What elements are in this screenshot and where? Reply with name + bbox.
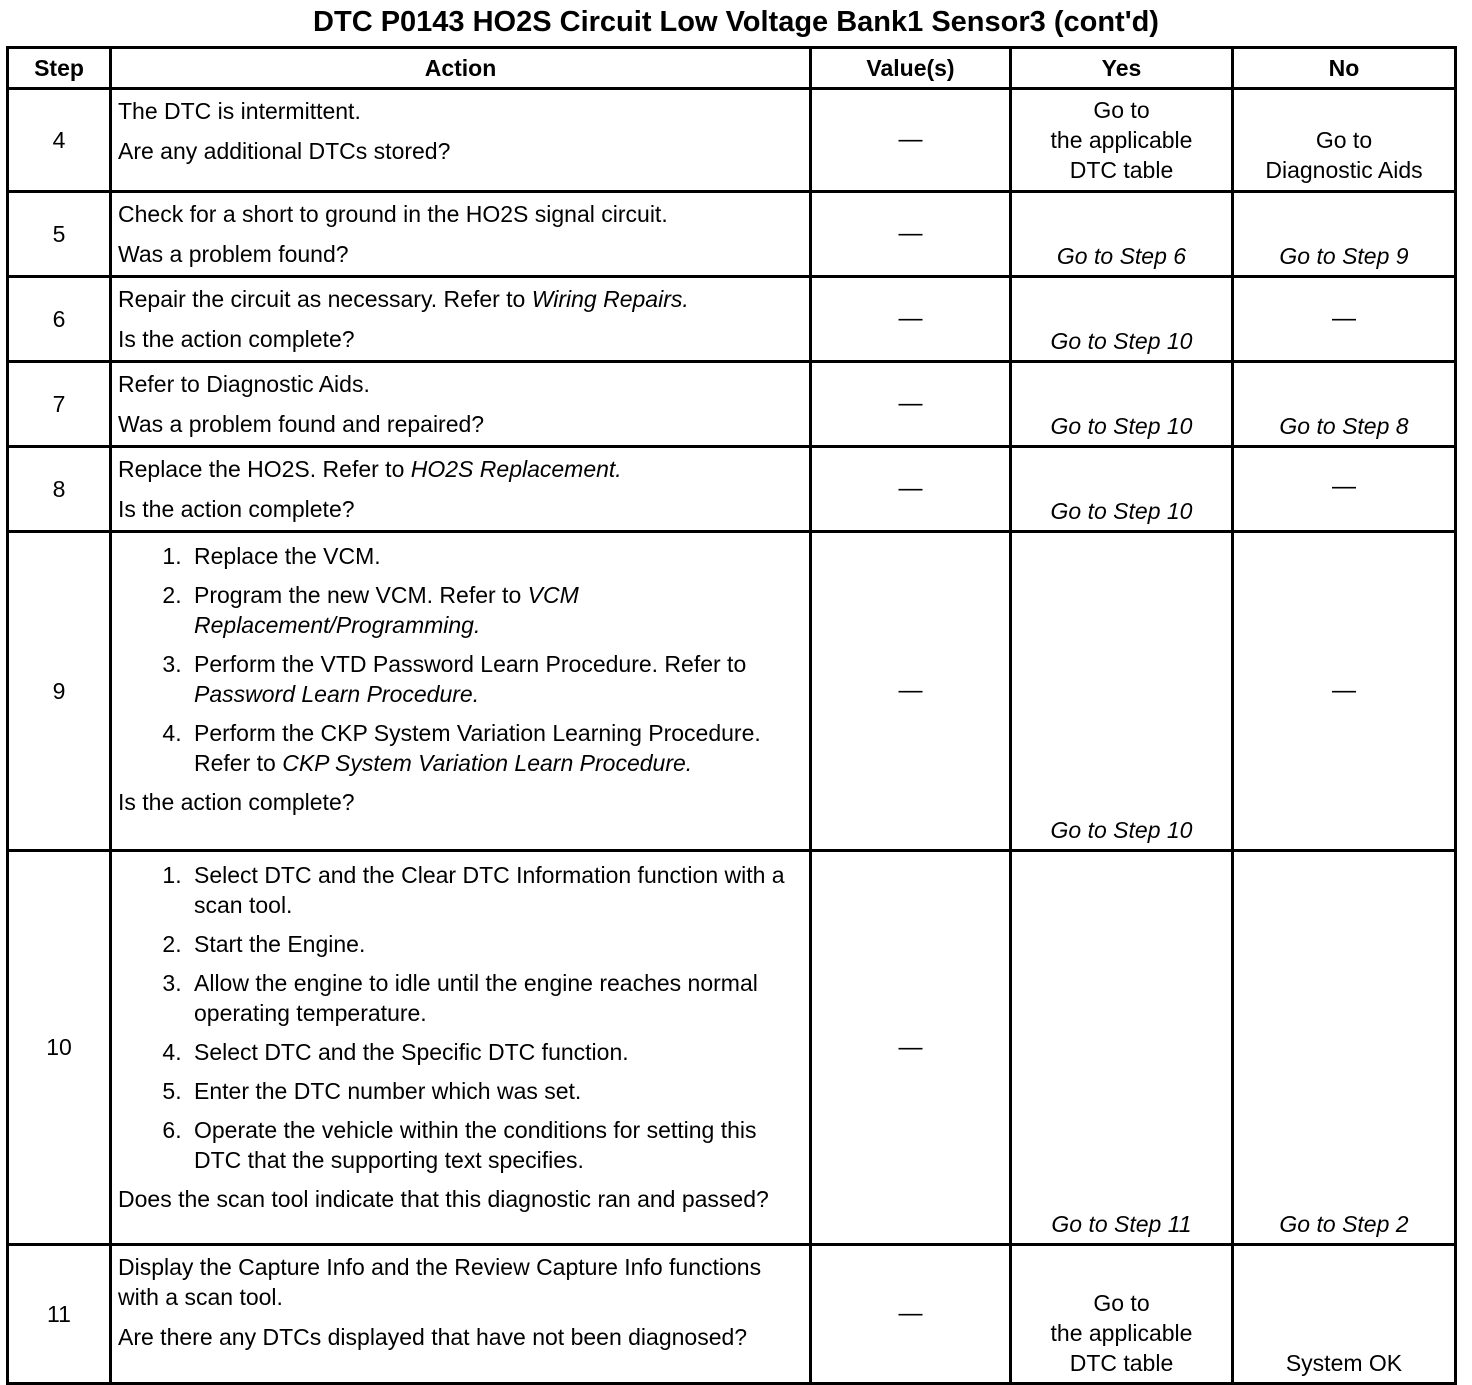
list-item: 2. Program the new VCM. Refer to VCM Replacement/Programming. xyxy=(188,580,801,640)
action-question: Are there any DTCs displayed that have not been diagnosed? xyxy=(118,1324,748,1350)
step-number: 7 xyxy=(8,362,111,447)
value-cell: — xyxy=(811,447,1011,532)
action-question: Was a problem found and repaired? xyxy=(118,411,485,437)
action-cell xyxy=(111,851,811,1245)
yes-cell: Go to Step 10 xyxy=(1011,277,1233,362)
no-cell: Go to Diagnostic Aids xyxy=(1233,89,1456,192)
no-cell: Go to Step 9 xyxy=(1233,192,1456,277)
step-number: 6 xyxy=(8,277,111,362)
table-row xyxy=(8,1245,1456,1384)
step-number: 5 xyxy=(8,192,111,277)
yes-cell: Go to the applicable DTC table xyxy=(1011,89,1233,192)
action-cell xyxy=(111,277,811,362)
yes-cell: Go to Step 6 xyxy=(1011,192,1233,277)
reference-link: HO2S Replacement. xyxy=(410,456,622,482)
value-cell: — xyxy=(811,277,1011,362)
list-item: 5. Enter the DTC number which was set. xyxy=(188,1076,801,1106)
table-row xyxy=(8,447,1456,532)
yes-cell: Go to Step 10 xyxy=(1011,532,1233,851)
no-cell: Go to Step 8 xyxy=(1233,362,1456,447)
header-yes: Yes xyxy=(1011,48,1233,89)
action-question: Are any additional DTCs stored? xyxy=(118,138,451,164)
action-text: Refer to Diagnostic Aids. xyxy=(118,371,370,397)
list-item: 2. Start the Engine. xyxy=(188,929,801,959)
reference-link: Password Learn Procedure. xyxy=(194,681,480,707)
list-item: 3. Allow the engine to idle until the engine reaches normal operating temperature. xyxy=(188,968,801,1028)
value-cell: — xyxy=(811,532,1011,851)
step-number: 8 xyxy=(8,447,111,532)
value-cell: — xyxy=(811,1245,1011,1384)
yes-cell: Go to Step 10 xyxy=(1011,362,1233,447)
procedure-list xyxy=(118,541,801,778)
action-text xyxy=(118,454,801,484)
action-text xyxy=(118,284,801,314)
step-number: 4 xyxy=(8,89,111,192)
action-text: Display the Capture Info and the Review Capture Info functions with a scan tool. xyxy=(118,1254,762,1310)
table-row xyxy=(8,851,1456,1245)
no-cell: — xyxy=(1233,447,1456,532)
action-question: Is the action complete? xyxy=(118,326,355,352)
value-cell: — xyxy=(811,89,1011,192)
table-row xyxy=(8,89,1456,192)
header-row xyxy=(8,48,1456,89)
yes-cell: Go to Step 11 xyxy=(1011,851,1233,1245)
reference-link: Wiring Repairs. xyxy=(531,286,689,312)
yes-cell: Go to Step 10 xyxy=(1011,447,1233,532)
reference-link: CKP System Variation Learn Procedure. xyxy=(282,750,693,776)
list-item: 6. Operate the vehicle within the conditions for setting this DTC that the supporting text specifies. xyxy=(188,1115,801,1175)
no-cell: System OK xyxy=(1233,1245,1456,1384)
table-row xyxy=(8,362,1456,447)
list-item: 4. Perform the CKP System Variation Learning Procedure. Refer to CKP System Variation Learn Procedure. xyxy=(188,718,801,778)
action-cell xyxy=(111,447,811,532)
action-text-main: Replace the HO2S. Refer to xyxy=(118,456,411,482)
action-text: The DTC is intermittent. xyxy=(118,98,361,124)
table-row xyxy=(8,532,1456,851)
action-cell xyxy=(111,1245,811,1384)
action-cell xyxy=(111,89,811,192)
page-title: DTC P0143 HO2S Circuit Low Voltage Bank1 Sensor3 (cont'd) xyxy=(313,6,1159,38)
action-question: Is the action complete? xyxy=(118,789,355,815)
reference-link: VCM Replacement/Programming. xyxy=(194,582,579,638)
step-number: 10 xyxy=(8,851,111,1245)
yes-cell: Go to the applicable DTC table xyxy=(1011,1245,1233,1384)
procedure-list xyxy=(118,860,801,1175)
step-number: 9 xyxy=(8,532,111,851)
header-action: Action xyxy=(111,48,811,89)
table-row xyxy=(8,192,1456,277)
diagnostic-table xyxy=(6,46,1457,1385)
list-item: 1. Select DTC and the Clear DTC Information function with a scan tool. xyxy=(188,860,801,920)
table-row xyxy=(8,277,1456,362)
action-text: Check for a short to ground in the HO2S signal circuit. xyxy=(118,201,668,227)
list-item: 3. Perform the VTD Password Learn Procedure. Refer to Password Learn Procedure. xyxy=(188,649,801,709)
value-cell: — xyxy=(811,851,1011,1245)
action-question: Does the scan tool indicate that this diagnostic ran and passed? xyxy=(118,1186,769,1212)
header-step: Step xyxy=(8,48,111,89)
action-cell xyxy=(111,362,811,447)
value-cell: — xyxy=(811,192,1011,277)
no-cell: — xyxy=(1233,532,1456,851)
value-cell: — xyxy=(811,362,1011,447)
action-question: Is the action complete? xyxy=(118,496,355,522)
header-no: No xyxy=(1233,48,1456,89)
no-cell: — xyxy=(1233,277,1456,362)
action-text-main: Repair the circuit as necessary. Refer to xyxy=(118,286,532,312)
action-cell xyxy=(111,532,811,851)
action-question: Was a problem found? xyxy=(118,241,349,267)
action-cell xyxy=(111,192,811,277)
no-cell: Go to Step 2 xyxy=(1233,851,1456,1245)
step-number: 11 xyxy=(8,1245,111,1384)
header-values: Value(s) xyxy=(811,48,1011,89)
list-item: 1. Replace the VCM. xyxy=(188,541,801,571)
list-item: 4. Select DTC and the Specific DTC function. xyxy=(188,1037,801,1067)
